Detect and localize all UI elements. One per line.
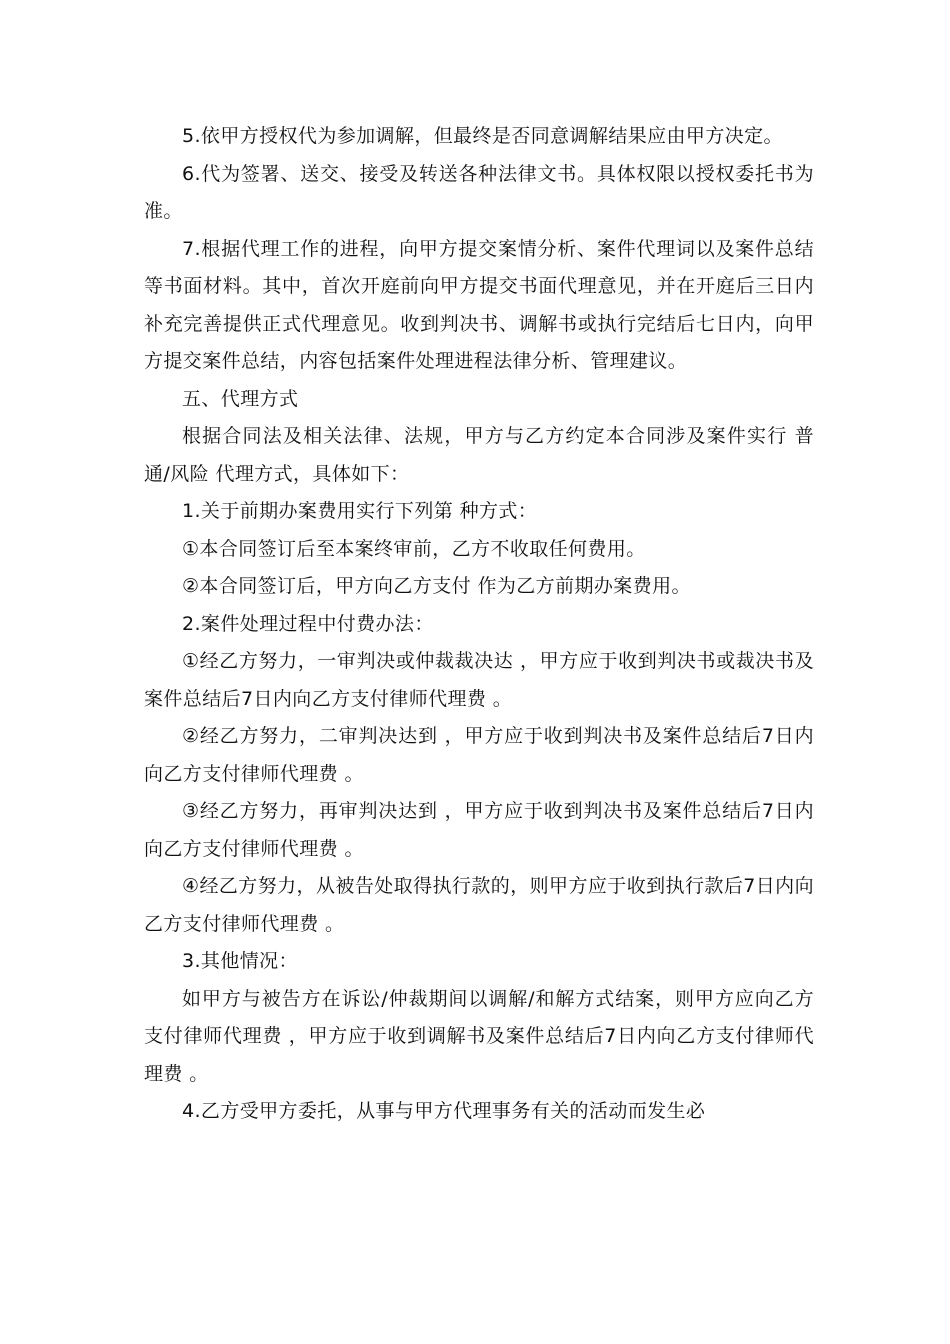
paragraph-item-5-mediation: 5.依甲方授权代为参加调解，但最终是否同意调解结果应由甲方决定。 [182, 125, 783, 147]
paragraph-payment-first-instance: ①经乙方努力，一审判决或仲裁裁决达 ，甲方应于收到判决书或裁决书及案件总结后7日内向乙方支付律师代理费 。 [144, 650, 814, 710]
paragraph-item-6-documents: 6.代为签署、送交、接受及转送各种法律文书。具体权限以授权委托书为准。 [144, 162, 814, 222]
paragraph-item-7-reports: 7.根据代理工作的进程，向甲方提交案情分析、案件代理词以及案件总结等书面材料。其中，首次开庭前向甲方提交书面代理意见，并在开庭后三日内补充完善提供正式代理意见。收到判决书、调解书或执行完结后七日内，向甲方提交案件总结，内容包括案件处理进程法律分析、管理建议。 [144, 237, 814, 372]
paragraph-prelim-option-1: ①本合同签订后至本案终审前，乙方不收取任何费用。 [182, 537, 646, 560]
paragraph-payment-enforcement: ④经乙方努力，从被告处取得执行款的，则甲方应于收到执行款后7日内向乙方支付律师代理费 。 [144, 875, 814, 935]
paragraph-other-cases: 3.其他情况： [182, 950, 298, 972]
paragraph-agency-method-intro: 根据合同法及相关法律、法规，甲方与乙方约定本合同涉及案件实行 普通/风险 代理方式，具体如下： [144, 425, 814, 485]
paragraph-expenses: 4.乙方受甲方委托，从事与甲方代理事务有关的活动而发生必 [182, 1100, 706, 1122]
paragraph-payment-method: 2.案件处理过程中付费办法： [182, 612, 434, 635]
paragraph-payment-second-instance: ②经乙方努力，二审判决达到 ，甲方应于收到判决书及案件总结后7日内向乙方支付律师代理费 。 [144, 725, 814, 785]
paragraph-prelim-fees: 1.关于前期办案费用实行下列第 种方式： [182, 500, 538, 522]
section-heading-agency-method: 五、代理方式 [182, 387, 299, 410]
paragraph-prelim-option-2: ②本合同签订后，甲方向乙方支付 作为乙方前期办案费用。 [182, 575, 691, 597]
paragraph-settlement: 如甲方与被告方在诉讼/仲裁期间以调解/和解方式结案，则甲方应向乙方支付律师代理费 ，甲方应于收到调解书及案件总结后7日内向乙方支付律师代理费 。 [144, 987, 814, 1085]
document-page [144, 118, 814, 1131]
paragraph-payment-retrial: ③经乙方努力，再审判决达到 ，甲方应于收到判决书及案件总结后7日内向乙方支付律师代理费 。 [144, 800, 814, 860]
